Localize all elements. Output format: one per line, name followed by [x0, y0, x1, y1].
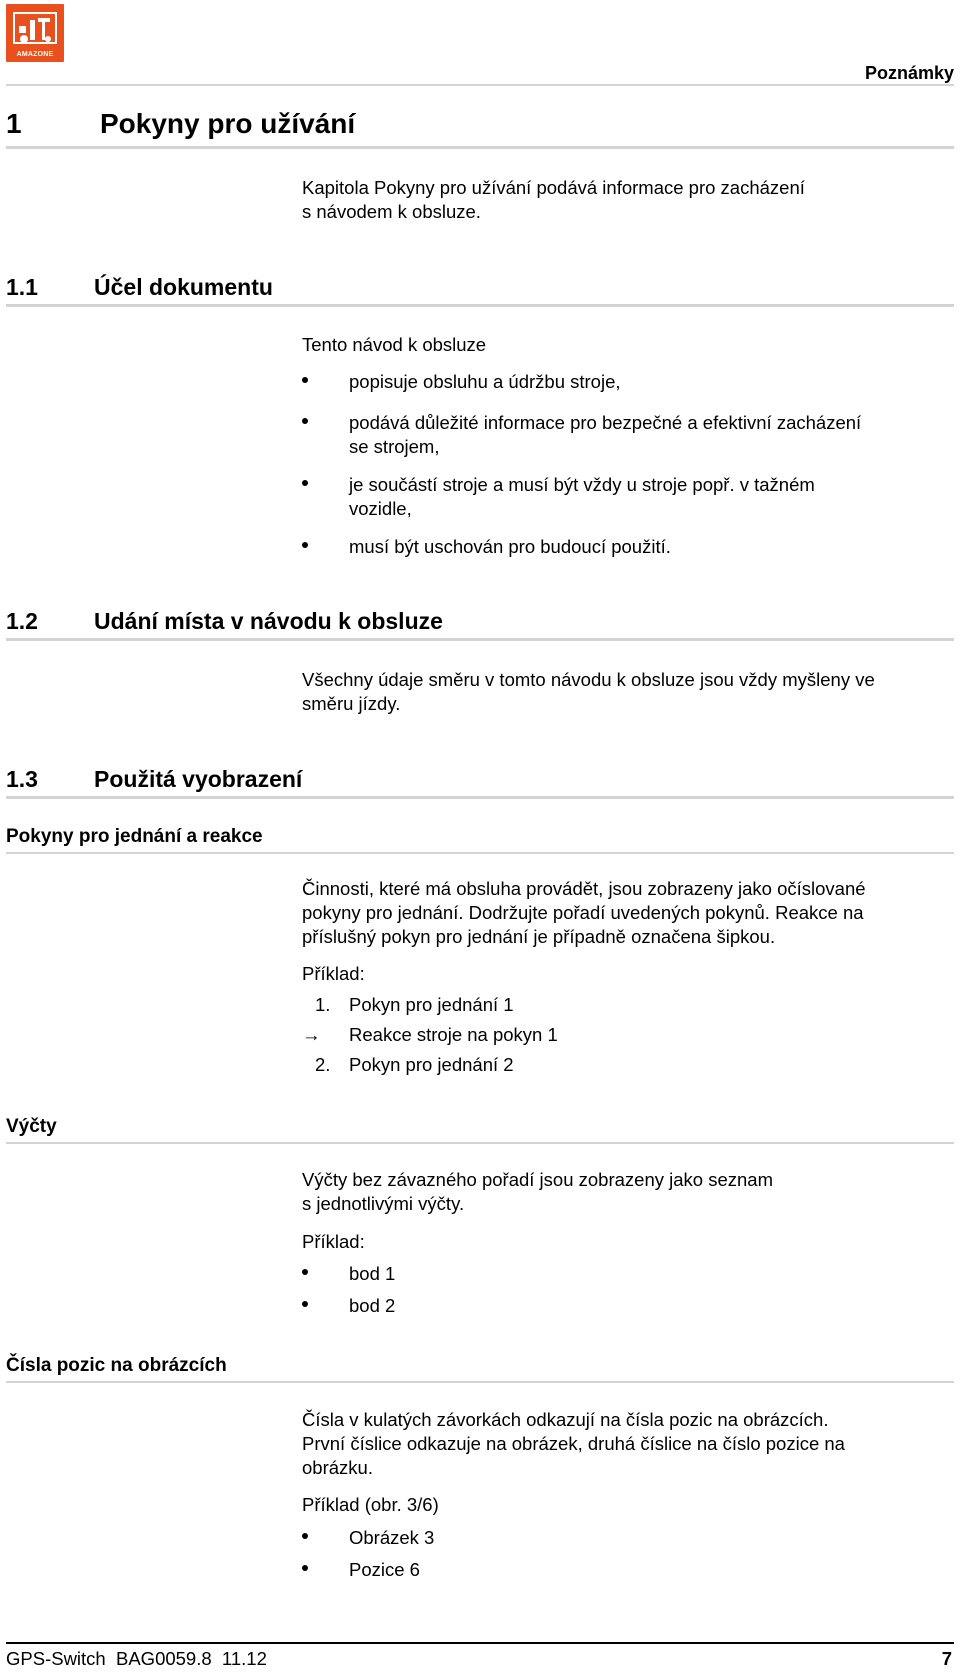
- bullet-icon: [302, 480, 308, 486]
- lists-text: [302, 1168, 952, 1216]
- list-item: Pozice 6: [349, 1559, 420, 1580]
- text-line: směru jízdy.: [302, 693, 401, 714]
- positions-text: [302, 1408, 952, 1480]
- list-item: bod 1: [349, 1263, 396, 1284]
- s11-lead: Tento návod k obsluze: [302, 334, 487, 355]
- text-line: Kapitola Pokyny pro užívání podává informace pro zacházení: [302, 177, 805, 198]
- positions-example-label: Příklad (obr. 3/6): [302, 1494, 439, 1515]
- text-line: podává důležité informace pro bezpečné a efektivní zacházení: [349, 412, 862, 433]
- list-item: [349, 535, 671, 559]
- bullet-icon: [302, 377, 308, 383]
- text-line: vozidle,: [349, 498, 412, 519]
- bullet-icon: [302, 1565, 308, 1571]
- text-line: Výčty bez závazného pořadí jsou zobrazeny jako seznam: [302, 1169, 773, 1190]
- positions-heading: Čísla pozic na obrázcích: [6, 1355, 227, 1376]
- step-marker: 1.: [315, 994, 331, 1015]
- step-text: Pokyn pro jednání 2: [349, 1054, 514, 1075]
- chapter-number: 1: [6, 108, 22, 139]
- section-rule: [6, 796, 954, 799]
- section-title-1-1: Účel dokumentu: [94, 274, 273, 300]
- footer-doc-id: GPS-Switch BAG0059.8 11.12: [6, 1648, 267, 1669]
- list-item: [349, 411, 861, 459]
- section-number-1-2: 1.2: [6, 608, 38, 634]
- text-line: Čísla v kulatých závorkách odkazují na čísla pozic na obrázcích.: [302, 1409, 829, 1430]
- list-item: [349, 473, 815, 521]
- section-number-1-3: 1.3: [6, 766, 38, 792]
- subsection-rule: [6, 1381, 954, 1383]
- text-line: Všechny údaje směru v tomto návodu k obsluze jsou vždy myšleny ve: [302, 669, 875, 690]
- list-item: [349, 370, 621, 394]
- section-label: Poznámky: [864, 63, 954, 83]
- text-line: s návodem k obsluze.: [302, 201, 481, 222]
- step-marker: 2.: [315, 1054, 331, 1075]
- page-number: 7: [941, 1648, 952, 1669]
- section-rule: [6, 638, 954, 641]
- chapter-title: Pokyny pro užívání: [100, 108, 356, 139]
- amazone-logo: [6, 4, 64, 62]
- text-line: s jednotlivými výčty.: [302, 1193, 465, 1214]
- subsection-rule: [6, 1142, 954, 1144]
- text-line: Činnosti, které má obsluha provádět, jsou zobrazeny jako očíslované: [302, 878, 866, 899]
- section-title-1-2: Udání místa v návodu k obsluze: [94, 608, 443, 634]
- actions-heading: Pokyny pro jednání a reakce: [6, 826, 263, 847]
- arrow-icon: →: [302, 1024, 321, 1045]
- bullet-icon: [302, 418, 308, 424]
- text-line: musí být uschován pro budoucí použití.: [349, 536, 671, 557]
- lists-example-label: Příklad:: [302, 1231, 365, 1252]
- chapter-intro: [302, 176, 952, 224]
- bullet-icon: [302, 1301, 308, 1307]
- step-text: Pokyn pro jednání 1: [349, 994, 514, 1015]
- text-line: příslušný pokyn pro jednání je případně označena šipkou.: [302, 926, 776, 947]
- text-line: pokyny pro jednání. Dodržujte pořadí uvedených pokynů. Reakce na: [302, 902, 864, 923]
- logo-text: AMAZONE: [16, 51, 54, 58]
- text-line: je součástí stroje a musí být vždy u stroje popř. v tažném: [349, 474, 815, 495]
- text-line: popisuje obsluhu a údržbu stroje,: [349, 371, 621, 392]
- actions-text: [302, 877, 952, 949]
- step-text: Reakce stroje na pokyn 1: [349, 1024, 558, 1045]
- bullet-icon: [302, 542, 308, 548]
- list-item: Obrázek 3: [349, 1527, 435, 1548]
- section-rule: [6, 304, 954, 307]
- list-item: bod 2: [349, 1295, 396, 1316]
- footer-rule: [6, 1642, 954, 1644]
- bullet-icon: [302, 1533, 308, 1539]
- actions-example-label: Příklad:: [302, 963, 365, 984]
- lists-heading: Výčty: [6, 1116, 57, 1137]
- section-title-1-3: Použitá vyobrazení: [94, 766, 303, 792]
- s12-text: [302, 668, 952, 716]
- text-line: se strojem,: [349, 436, 440, 457]
- chapter-rule: [6, 146, 954, 149]
- bullet-icon: [302, 1269, 308, 1275]
- header-rule: [6, 84, 954, 86]
- section-number-1-1: 1.1: [6, 274, 38, 300]
- text-line: obrázku.: [302, 1457, 373, 1478]
- subsection-rule: [6, 852, 954, 854]
- text-line: První číslice odkazuje na obrázek, druhá číslice na číslo pozice na: [302, 1433, 845, 1454]
